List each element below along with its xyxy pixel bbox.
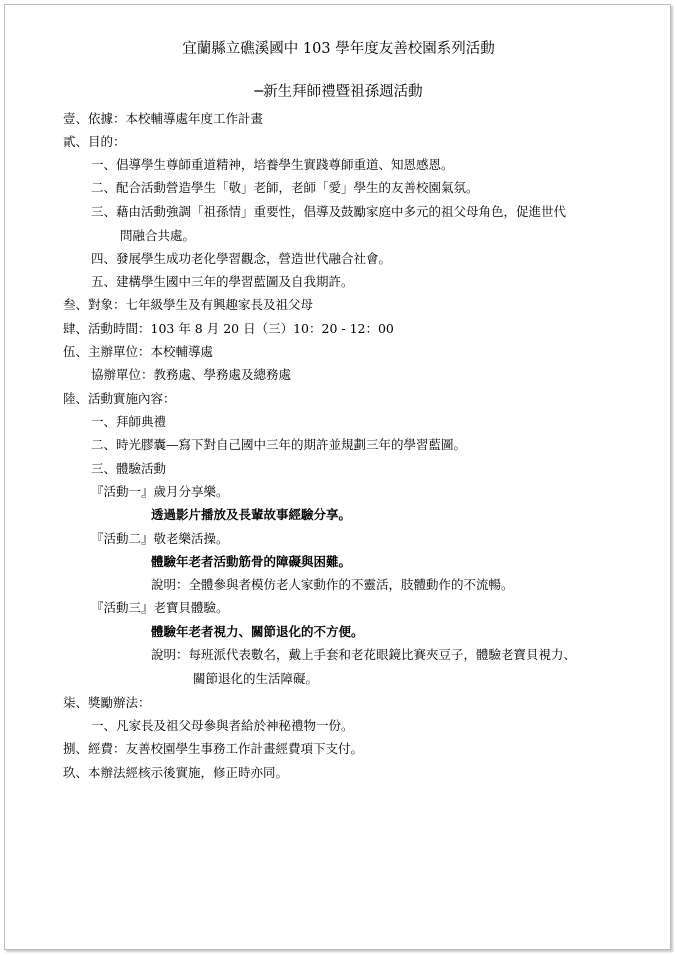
section-organizer: 伍、主辦單位：本校輔導處	[63, 344, 214, 359]
section-reward-heading: 柒、獎勵辦法：	[63, 695, 151, 710]
section-content-heading: 陸、活動實施內容：	[63, 391, 176, 406]
content-item-1: 一、拜師典禮	[91, 414, 167, 429]
section-target: 叁、對象：七年級學生及有興趣家長及祖父母	[63, 297, 314, 312]
section-funding: 捌、經費：友善校園學生事務工作計畫經費項下支付。	[63, 741, 364, 756]
activity-2-detail: 體驗年老者活動筋骨的障礙與困難。	[151, 554, 352, 569]
purpose-item-1: 一、倡導學生尊師重道精神，培養學生實踐尊師重道、知恩感恩。	[91, 157, 454, 172]
section-basis: 壹、依據：本校輔導處年度工作計畫	[63, 111, 264, 126]
activity-2-label: 『活動二』敬老樂活操。	[91, 531, 229, 546]
content-item-2: 二、時光膠囊—寫下對自己國中三年的期許並規劃三年的學習藍圖。	[91, 437, 467, 452]
purpose-item-4: 四、發展學生成功老化學習觀念，營造世代融合社會。	[91, 251, 392, 266]
purpose-item-5: 五、建構學生國中三年的學習藍圖及自我期許。	[91, 274, 354, 289]
activity-3-detail: 體驗年老者視力、關節退化的不方便。	[151, 624, 364, 639]
activity-2-note: 說明：全體參與者模仿老人家動作的不靈活，肢體動作的不流暢。	[151, 577, 514, 592]
activity-3-note-continued: 關節退化的生活障礙。	[193, 671, 319, 686]
section-time: 肆、活動時間：103 年 8 月 20 日（三）10：20 - 12：00	[63, 321, 394, 336]
section-purpose-heading: 貳、目的：	[63, 134, 126, 149]
co-organizer: 協辦單位：教務處、學務處及總務處	[91, 367, 292, 382]
purpose-item-3-continued: 問融合共處。	[120, 228, 196, 243]
document-title: 宜蘭縣立礁溪國中 103 學年度友善校園系列活動	[182, 41, 495, 57]
activity-3-note: 說明：每班派代表數名，戴上手套和老花眼鏡比賽夾豆子，體驗老寶貝視力、	[151, 647, 577, 662]
purpose-item-3: 三、藉由活動強調「祖孫情」重要性，倡導及鼓勵家庭中多元的祖父母角色，促進世代	[91, 204, 567, 219]
activity-1-detail: 透過影片播放及長輩故事經驗分享。	[151, 507, 352, 522]
activity-3-label: 『活動三』老寶貝體驗。	[91, 600, 229, 615]
purpose-item-2: 二、配合活動營造學生「敬」老師，老師「愛」學生的友善校園氣氛。	[91, 180, 479, 195]
activity-1-label: 『活動一』歲月分享樂。	[91, 484, 229, 499]
content-item-3: 三、體驗活動	[91, 461, 167, 476]
section-implementation: 玖、本辦法經核示後實施，修正時亦同。	[63, 765, 289, 780]
document-subtitle: ─新生拜師禮暨祖孫週活動	[254, 84, 423, 100]
reward-item-1: 一、凡家長及祖父母參與者給於神秘禮物一份。	[91, 718, 354, 733]
